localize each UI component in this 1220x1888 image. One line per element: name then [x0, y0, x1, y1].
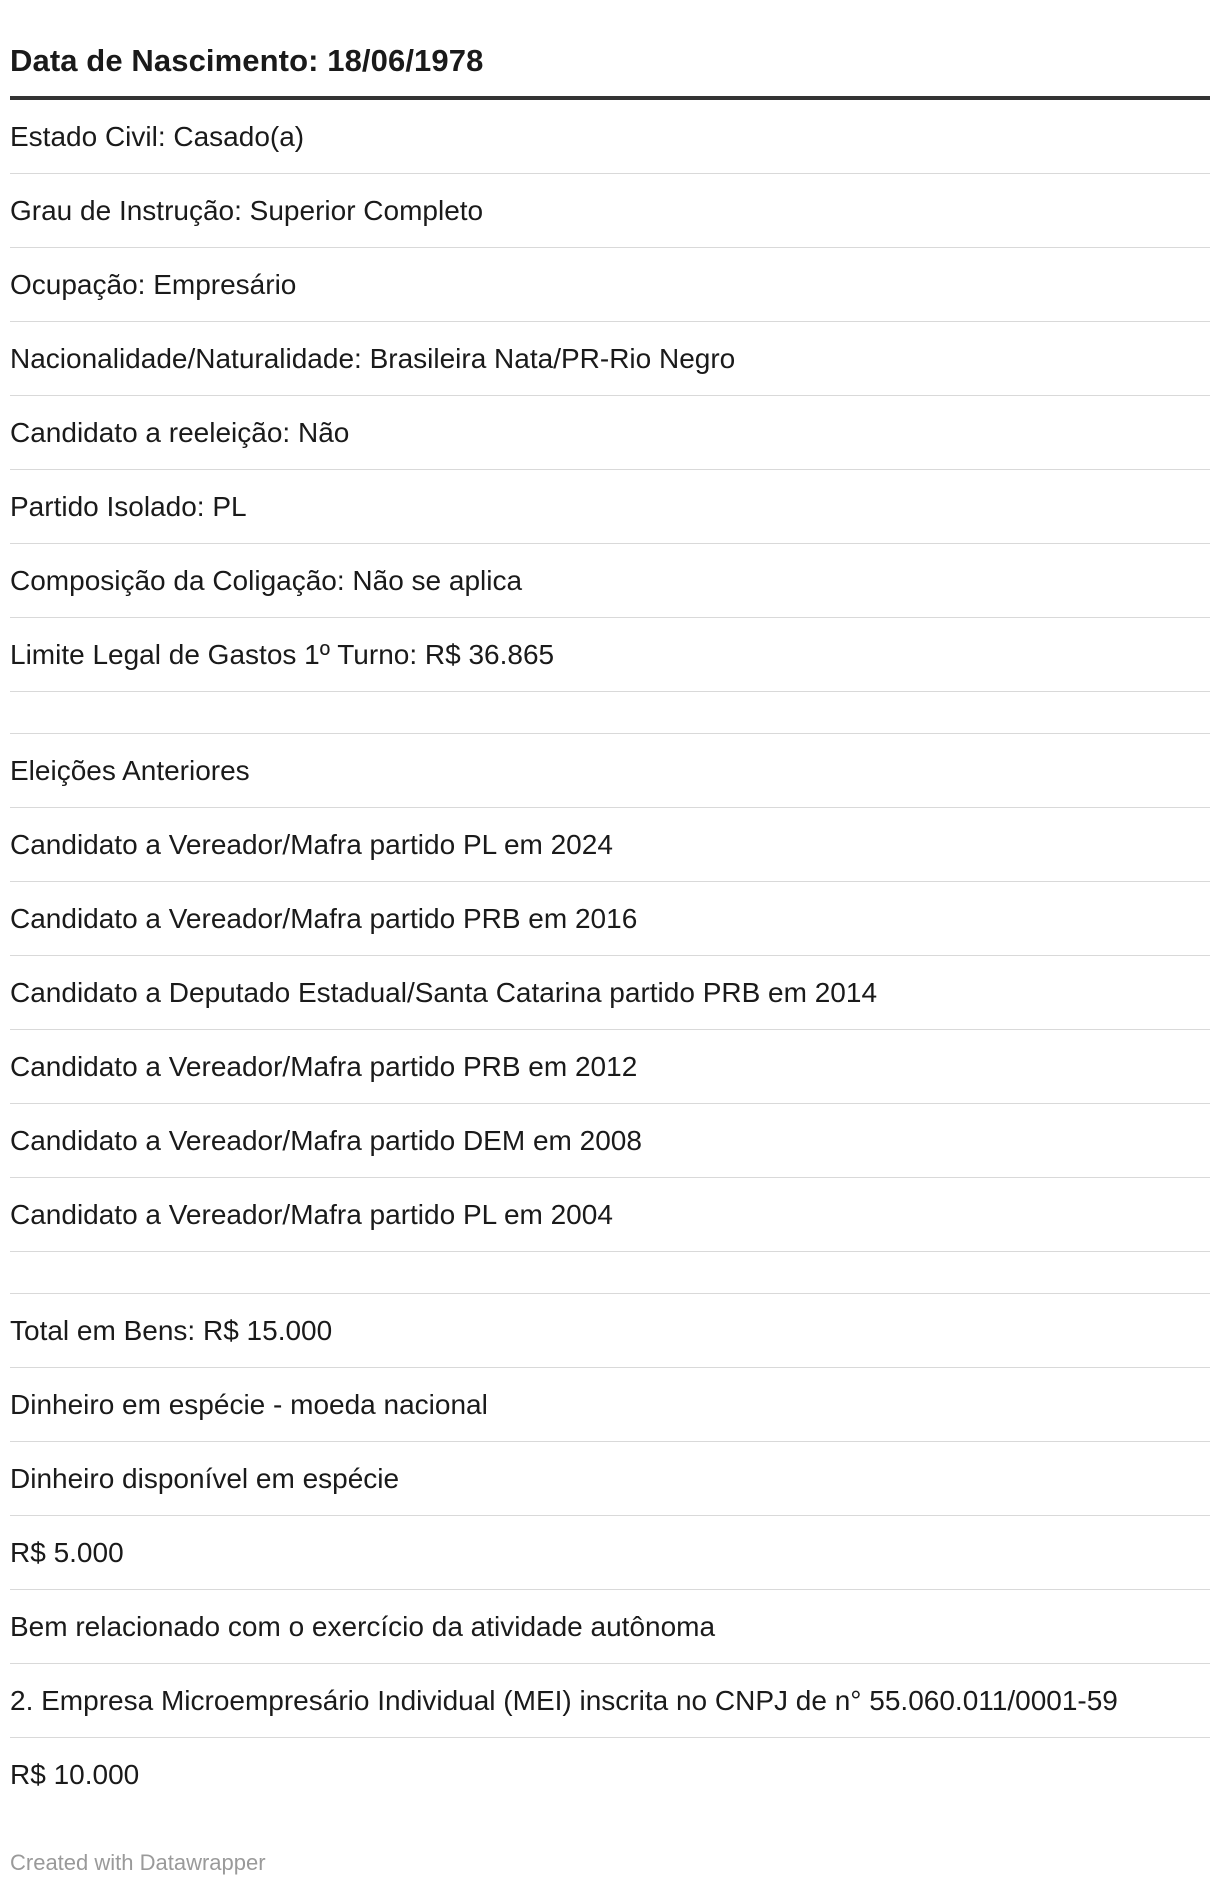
row-asset-description-business: 2. Empresa Microempresário Individual (MEI) inscrita no CNPJ de n° 55.060.011/0001-59: [10, 1684, 1118, 1716]
table-row: [10, 1516, 1210, 1590]
row-election-2008: Candidato a Vereador/Mafra partido DEM em 2008: [10, 1124, 642, 1156]
table-row: [10, 396, 1210, 470]
row-marital-status: Estado Civil: Casado(a): [10, 120, 305, 152]
table-row: [10, 322, 1210, 396]
header-birth-date: Data de Nascimento: 18/06/1978: [10, 43, 484, 78]
candidate-info-table: [10, 0, 1210, 1812]
table-row: [10, 1030, 1210, 1104]
table-row: [10, 956, 1210, 1030]
row-nationality: Nacionalidade/Naturalidade: Brasileira Nata/PR-Rio Negro: [10, 342, 736, 374]
row-coalition: Composição da Coligação: Não se aplica: [10, 564, 523, 596]
row-asset-description-cash: Dinheiro disponível em espécie: [10, 1462, 400, 1494]
row-occupation: Ocupação: Empresário: [10, 268, 297, 300]
table-row: [10, 544, 1210, 618]
table-row: [10, 1178, 1210, 1252]
row-total-assets: Total em Bens: R$ 15.000: [10, 1314, 333, 1346]
table-header: [10, 0, 1210, 100]
table-row: [10, 734, 1210, 808]
table-row: [10, 470, 1210, 544]
datawrapper-credit: Created with Datawrapper: [10, 1850, 266, 1875]
row-asset-value-business: R$ 10.000: [10, 1759, 140, 1790]
table-row: [10, 1294, 1210, 1368]
table-row: [10, 1738, 1210, 1812]
table-row: [10, 1104, 1210, 1178]
table-row: [10, 1590, 1210, 1664]
row-asset-type-business: Bem relacionado com o exercício da atividade autônoma: [10, 1610, 716, 1642]
row-election-2024: Candidato a Vereador/Mafra partido PL em 2024: [10, 828, 613, 860]
row-spending-limit: Limite Legal de Gastos 1º Turno: R$ 36.865: [10, 638, 555, 670]
table-row-empty: [10, 1252, 1210, 1294]
row-election-2016: Candidato a Vereador/Mafra partido PRB em 2016: [10, 902, 638, 934]
table-row: [10, 1368, 1210, 1442]
table-row: [10, 882, 1210, 956]
row-election-2012: Candidato a Vereador/Mafra partido PRB em 2012: [10, 1050, 638, 1082]
table-row-empty: [10, 692, 1210, 734]
table-row: [10, 808, 1210, 882]
row-asset-type-cash: Dinheiro em espécie - moeda nacional: [10, 1388, 488, 1420]
table-row: [10, 174, 1210, 248]
row-previous-elections-heading: Eleições Anteriores: [10, 754, 250, 786]
row-election-2004: Candidato a Vereador/Mafra partido PL em 2004: [10, 1198, 613, 1230]
row-party: Partido Isolado: PL: [10, 490, 247, 522]
row-election-2014: Candidato a Deputado Estadual/Santa Catarina partido PRB em 2014: [10, 976, 878, 1008]
table-row: [10, 1442, 1210, 1516]
table-row: [10, 100, 1210, 174]
row-reelection: Candidato a reeleição: Não: [10, 416, 350, 448]
table-row: [10, 1664, 1210, 1738]
row-asset-value-cash: R$ 5.000: [10, 1536, 124, 1568]
row-education: Grau de Instrução: Superior Completo: [10, 194, 484, 226]
table-row: [10, 618, 1210, 692]
table-row: [10, 248, 1210, 322]
